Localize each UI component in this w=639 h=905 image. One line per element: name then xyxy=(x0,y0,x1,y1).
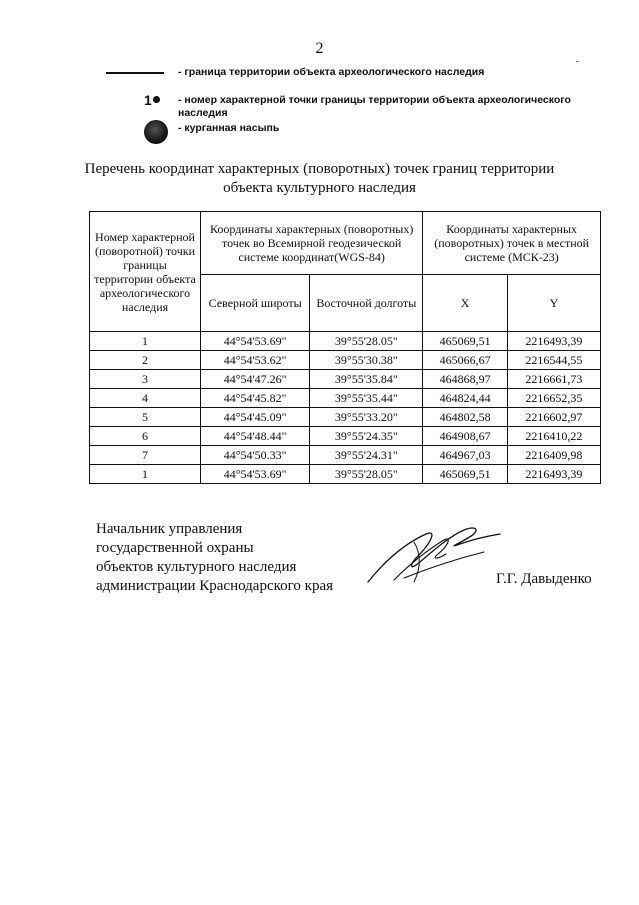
cell-y: 2216544,55 xyxy=(507,351,600,370)
table-row xyxy=(90,370,601,389)
legend-item-boundary xyxy=(100,66,600,94)
cell-longitude: 39°55'24.31" xyxy=(310,446,423,465)
signatory-name: Г.Г. Давыденко xyxy=(496,571,592,587)
cell-longitude: 39°55'28.05" xyxy=(310,332,423,351)
header-msk23: Координаты характерных (поворотных) точек в местной системе (МСК-23) xyxy=(423,212,601,275)
table-row xyxy=(90,389,601,408)
table-row xyxy=(90,351,601,370)
title-line-2: объекта культурного наследия xyxy=(223,180,416,196)
signatory-line-4: администрации Краснодарского края xyxy=(96,578,334,594)
table-row xyxy=(90,446,601,465)
cell-number: 1 xyxy=(90,465,201,484)
legend-text: - курганная насыпь xyxy=(178,122,280,134)
cell-longitude: 39°55'30.38" xyxy=(310,351,423,370)
cell-y: 2216493,39 xyxy=(507,332,600,351)
cell-number: 4 xyxy=(90,389,201,408)
table-row xyxy=(90,427,601,446)
cell-y: 2216493,39 xyxy=(507,465,600,484)
signatory-position xyxy=(96,520,333,596)
legend-text: - номер характерной точки границы территории объекта археологического наследия xyxy=(178,94,571,119)
header-longitude: Восточной долготы xyxy=(310,275,423,332)
point-marker-label: 1 xyxy=(144,92,152,108)
cell-number: 3 xyxy=(90,370,201,389)
cell-x: 465069,51 xyxy=(423,465,507,484)
page-number: 2 xyxy=(315,40,324,57)
cell-latitude: 44°54'45.09" xyxy=(201,408,310,427)
cell-longitude: 39°55'33.20" xyxy=(310,408,423,427)
cell-longitude: 39°55'24.35" xyxy=(310,427,423,446)
cell-y: 2216602,97 xyxy=(507,408,600,427)
table-row xyxy=(90,408,601,427)
handwritten-signature-icon xyxy=(364,522,504,588)
legend-text: - граница территории объекта археологического наследия xyxy=(178,66,485,78)
cell-latitude: 44°54'48.44" xyxy=(201,427,310,446)
header-x: X xyxy=(423,275,507,332)
header-latitude: Северной широты xyxy=(201,275,310,332)
header-point-number: Номер характерной (поворотной) точки границы территории объекта археологического наследия xyxy=(90,212,201,332)
cell-x: 464802,58 xyxy=(423,408,507,427)
cell-number: 5 xyxy=(90,408,201,427)
cell-latitude: 44°54'53.69" xyxy=(201,332,310,351)
cell-latitude: 44°54'47.26" xyxy=(201,370,310,389)
cell-number: 2 xyxy=(90,351,201,370)
table-row xyxy=(90,332,601,351)
legend xyxy=(100,66,600,148)
scan-speck xyxy=(576,61,579,62)
cell-x: 464868,97 xyxy=(423,370,507,389)
coordinates-table xyxy=(89,211,601,484)
cell-y: 2216410,22 xyxy=(507,427,600,446)
table-row xyxy=(90,465,601,484)
cell-number: 7 xyxy=(90,446,201,465)
document-title xyxy=(0,160,639,198)
cell-y: 2216661,73 xyxy=(507,370,600,389)
legend-item-mound xyxy=(100,122,600,148)
signatory-line-2: государственной охраны xyxy=(96,540,254,556)
cell-y: 2216409,98 xyxy=(507,446,600,465)
cell-latitude: 44°54'45.82" xyxy=(201,389,310,408)
cell-y: 2216652,35 xyxy=(507,389,600,408)
point-number-marker-icon xyxy=(100,94,170,120)
cell-latitude: 44°54'50.33" xyxy=(201,446,310,465)
cell-x: 465066,67 xyxy=(423,351,507,370)
table-header-row xyxy=(90,212,601,275)
cell-number: 1 xyxy=(90,332,201,351)
cell-latitude: 44°54'53.62" xyxy=(201,351,310,370)
signatory-line-1: Начальник управления xyxy=(96,521,243,537)
cell-x: 464908,67 xyxy=(423,427,507,446)
cell-x: 465069,51 xyxy=(423,332,507,351)
title-line-1: Перечень координат характерных (поворотных) точек границ территории xyxy=(84,161,555,177)
header-wgs84: Координаты характерных (поворотных) точек во Всемирной геодезической системе координат(WGS-84) xyxy=(201,212,423,275)
cell-number: 6 xyxy=(90,427,201,446)
legend-item-point xyxy=(100,94,600,122)
cell-longitude: 39°55'35.44" xyxy=(310,389,423,408)
header-y: Y xyxy=(507,275,600,332)
signatory-line-3: объектов культурного наследия xyxy=(96,559,297,575)
cell-x: 464824,44 xyxy=(423,389,507,408)
cell-longitude: 39°55'28.05" xyxy=(310,465,423,484)
cell-x: 464967,03 xyxy=(423,446,507,465)
boundary-line-icon xyxy=(100,66,170,92)
burial-mound-icon xyxy=(100,122,170,148)
cell-latitude: 44°54'53.69" xyxy=(201,465,310,484)
cell-longitude: 39°55'35.84" xyxy=(310,370,423,389)
